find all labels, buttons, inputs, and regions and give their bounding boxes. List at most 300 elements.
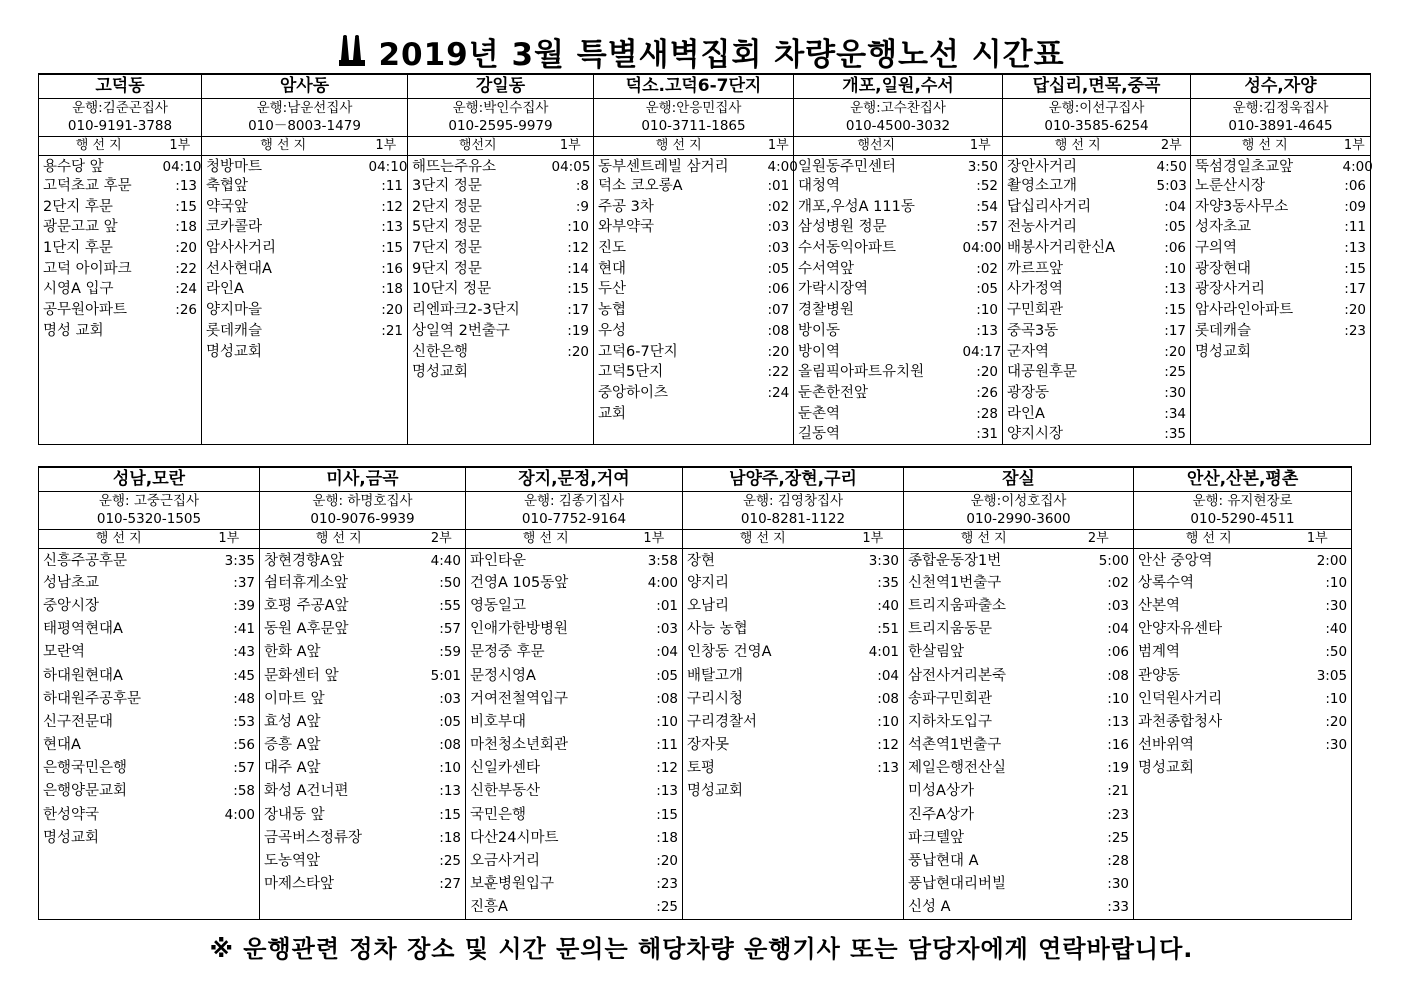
stop-time: 5:00 — [1064, 548, 1134, 571]
stop-time — [1339, 341, 1371, 362]
stop-time: :30 — [1153, 383, 1191, 404]
empty-cell — [1339, 424, 1371, 445]
stop-name: 5단지 정문 — [408, 217, 548, 238]
empty-cell — [199, 849, 260, 872]
stop-time: :28 — [959, 403, 1003, 424]
stop-time: 5:01 — [418, 664, 466, 687]
route-name: 고덕동 — [39, 74, 202, 98]
route-phone: 010-4500-3032 — [794, 117, 1003, 136]
stop-name: 화성 A건너편 — [260, 780, 418, 803]
stop-name: 농협 — [594, 300, 764, 321]
empty-cell — [1284, 896, 1352, 919]
empty-cell — [365, 362, 408, 383]
stop-name: 범계역 — [1134, 641, 1284, 664]
empty-cell — [1284, 826, 1352, 849]
stop-name: 신성 A — [904, 896, 1064, 919]
stop-time: :08 — [764, 321, 794, 342]
stop-name: 구리경찰서 — [683, 710, 843, 733]
stop-name: 신한부동산 — [466, 780, 626, 803]
stop-name: 길동역 — [794, 424, 959, 445]
empty-cell — [159, 424, 202, 445]
stop-name: 거여전철역입구 — [466, 687, 626, 710]
route-phone: 010-3711-1865 — [594, 117, 794, 136]
stop-time: :17 — [1153, 321, 1191, 342]
column-header-part: 1부 — [199, 529, 260, 548]
stop-time: :22 — [159, 258, 202, 279]
stop-name: 명성교회 — [1134, 757, 1284, 780]
empty-cell — [1134, 896, 1284, 919]
stop-time: :01 — [764, 176, 794, 197]
route-driver: 운행: 김영창집사 — [683, 491, 904, 510]
stop-name: 문화센터 앞 — [260, 664, 418, 687]
stop-name: 롯데캐슬 — [202, 321, 365, 342]
stop-time: :54 — [959, 196, 1003, 217]
stop-time: :15 — [1339, 258, 1371, 279]
stop-time: :03 — [418, 687, 466, 710]
stop-name: 동원 A후문앞 — [260, 618, 418, 641]
stop-time: :03 — [764, 238, 794, 259]
stop-time: :57 — [418, 618, 466, 641]
stop-name: 이마트 앞 — [260, 687, 418, 710]
stop-name: 토평 — [683, 757, 843, 780]
stop-name: 가락시장역 — [794, 279, 959, 300]
stop-time: :10 — [1284, 571, 1352, 594]
stop-time: 4:00 — [199, 803, 260, 826]
stop-name: 암사라인아파트 — [1191, 300, 1339, 321]
empty-cell — [365, 383, 408, 404]
route-driver: 운행:안응민집사 — [594, 98, 794, 117]
empty-cell — [260, 896, 418, 919]
stop-time: :55 — [418, 594, 466, 617]
stop-time: :23 — [626, 873, 683, 896]
stop-time: :39 — [199, 594, 260, 617]
empty-cell — [843, 849, 904, 872]
empty-cell — [683, 826, 843, 849]
stop-time: :27 — [418, 873, 466, 896]
stop-name: 장현 — [683, 548, 843, 571]
stop-time: :20 — [365, 300, 408, 321]
stop-time: :26 — [159, 300, 202, 321]
empty-cell — [199, 896, 260, 919]
stop-time: :24 — [764, 383, 794, 404]
empty-cell — [1284, 780, 1352, 803]
stop-name: 장자못 — [683, 734, 843, 757]
stop-time: :40 — [1284, 618, 1352, 641]
stop-name: 영동일고 — [466, 594, 626, 617]
stop-time: :16 — [365, 258, 408, 279]
route-phone: 010-8281-1122 — [683, 510, 904, 529]
stop-name: 하대원주공후문 — [39, 687, 199, 710]
empty-cell — [1339, 383, 1371, 404]
stop-name: 마천청소년회관 — [466, 734, 626, 757]
column-header-part: 1부 — [1339, 136, 1371, 155]
empty-cell — [1134, 780, 1284, 803]
stop-name: 리엔파크2-3단지 — [408, 300, 548, 321]
route-name: 성수,자양 — [1191, 74, 1371, 98]
stop-time: :12 — [365, 196, 408, 217]
stop-time: 04:05 — [548, 155, 594, 176]
column-header-part: 1부 — [843, 529, 904, 548]
route-name: 남양주,장현,구리 — [683, 467, 904, 491]
stop-time: :30 — [1284, 734, 1352, 757]
stop-time: :34 — [1153, 403, 1191, 424]
stop-time: :10 — [418, 757, 466, 780]
stop-name: 약국앞 — [202, 196, 365, 217]
stop-name: 구리시청 — [683, 687, 843, 710]
stop-name: 성남초교 — [39, 571, 199, 594]
route-driver: 운행:고수찬집사 — [794, 98, 1003, 117]
stop-name: 축협앞 — [202, 176, 365, 197]
stop-name: 7단지 정문 — [408, 238, 548, 259]
stop-time: :10 — [1153, 258, 1191, 279]
empty-cell — [39, 362, 159, 383]
column-header-stop: 행 선 지 — [1134, 529, 1284, 548]
stop-name: 방이동 — [794, 321, 959, 342]
stop-name: 3단지 정문 — [408, 176, 548, 197]
stop-name: 동부센트레빌 삼거리 — [594, 155, 764, 176]
empty-cell — [843, 826, 904, 849]
stop-time: 4:00 — [764, 155, 794, 176]
stop-time — [843, 780, 904, 803]
route-phone: 010-9076-9939 — [260, 510, 466, 529]
column-header-stop: 행 선 지 — [39, 529, 199, 548]
empty-cell — [365, 403, 408, 424]
column-header-stop: 행선지 — [794, 136, 959, 155]
stop-time: :24 — [159, 279, 202, 300]
stop-name: 종합운동장1번 — [904, 548, 1064, 571]
stop-time: :45 — [199, 664, 260, 687]
stop-time: :09 — [1339, 196, 1371, 217]
stop-time: :08 — [626, 687, 683, 710]
stop-time: 3:35 — [199, 548, 260, 571]
stop-name: 일원동주민센터 — [794, 155, 959, 176]
stop-time: :20 — [764, 341, 794, 362]
route-name: 강일동 — [408, 74, 594, 98]
stop-time: :10 — [843, 710, 904, 733]
stop-time: :10 — [548, 217, 594, 238]
stop-name: 파크텔앞 — [904, 826, 1064, 849]
stop-time: :03 — [764, 217, 794, 238]
route-phone: 010-7752-9164 — [466, 510, 683, 529]
stop-time: :13 — [365, 217, 408, 238]
stop-time: :10 — [1064, 687, 1134, 710]
stop-time: :33 — [1064, 896, 1134, 919]
stop-time: :19 — [548, 321, 594, 342]
stop-name: 진도 — [594, 238, 764, 259]
stop-time — [365, 341, 408, 362]
stop-time: :10 — [1284, 687, 1352, 710]
route-driver: 운행:이선구집사 — [1003, 98, 1191, 117]
stop-name: 구의역 — [1191, 238, 1339, 259]
stop-name: 국민은행 — [466, 803, 626, 826]
bottom-schedule-table — [38, 466, 1352, 920]
stop-time: :35 — [1153, 424, 1191, 445]
stop-time: :20 — [959, 362, 1003, 383]
stop-time: :35 — [843, 571, 904, 594]
stop-time: :17 — [548, 300, 594, 321]
stop-time: :23 — [1064, 803, 1134, 826]
stop-name: 청방마트 — [202, 155, 365, 176]
stop-time: :51 — [843, 618, 904, 641]
empty-cell — [683, 849, 843, 872]
stop-time: :30 — [1064, 873, 1134, 896]
empty-cell — [548, 383, 594, 404]
stop-time: :11 — [365, 176, 408, 197]
stop-time: :11 — [1339, 217, 1371, 238]
stop-name: 양지시장 — [1003, 424, 1153, 445]
stop-time: 3:30 — [843, 548, 904, 571]
column-header-stop: 행 선 지 — [260, 529, 418, 548]
stop-time: :21 — [1064, 780, 1134, 803]
stop-time: :13 — [418, 780, 466, 803]
stop-name: 산본역 — [1134, 594, 1284, 617]
stop-time: 2:00 — [1284, 548, 1352, 571]
empty-cell — [199, 873, 260, 896]
column-header-stop: 행 선 지 — [466, 529, 626, 548]
stop-name: 모란역 — [39, 641, 199, 664]
stop-name: 배탈고개 — [683, 664, 843, 687]
stop-name: 명성교회 — [408, 362, 548, 383]
route-driver: 운행:남운선집사 — [202, 98, 408, 117]
stop-time: :13 — [959, 321, 1003, 342]
route-driver: 운행: 김종기집사 — [466, 491, 683, 510]
stop-name: 방이역 — [794, 341, 959, 362]
route-name: 암사동 — [202, 74, 408, 98]
stop-name: 오남리 — [683, 594, 843, 617]
stop-time: :20 — [1153, 341, 1191, 362]
stop-name: 9단지 정문 — [408, 258, 548, 279]
stop-name: 한화 A앞 — [260, 641, 418, 664]
stop-name: 지하차도입구 — [904, 710, 1064, 733]
stop-time: :28 — [1064, 849, 1134, 872]
stop-name: 촬영소고개 — [1003, 176, 1153, 197]
stop-name: 중앙하이츠 — [594, 383, 764, 404]
stop-time: :13 — [843, 757, 904, 780]
empty-cell — [202, 424, 365, 445]
stop-name: 시영A 입구 — [39, 279, 159, 300]
stop-name: 신구전문대 — [39, 710, 199, 733]
stop-name: 뚝섬경일초교앞 — [1191, 155, 1339, 176]
stop-name: 광문고교 앞 — [39, 217, 159, 238]
stop-time: :19 — [1064, 757, 1134, 780]
stop-time — [159, 321, 202, 342]
stop-time: :16 — [1064, 734, 1134, 757]
empty-cell — [843, 803, 904, 826]
stop-time: :56 — [199, 734, 260, 757]
empty-cell — [202, 403, 365, 424]
column-header-stop: 행선지 — [408, 136, 548, 155]
stop-time: :04 — [626, 641, 683, 664]
stop-name: 현대A — [39, 734, 199, 757]
stop-time: :53 — [199, 710, 260, 733]
stop-name: 신한은행 — [408, 341, 548, 362]
stop-time: :17 — [1339, 279, 1371, 300]
stop-time: :57 — [199, 757, 260, 780]
stop-name: 금곡버스정류장 — [260, 826, 418, 849]
stop-time: :01 — [626, 594, 683, 617]
empty-cell — [39, 383, 159, 404]
empty-cell — [39, 896, 199, 919]
stop-time: 04:17 — [959, 341, 1003, 362]
stop-name: 안양자유센타 — [1134, 618, 1284, 641]
stop-name: 고덕 아이파크 — [39, 258, 159, 279]
column-header-part: 2부 — [1064, 529, 1134, 548]
stop-name: 명성교회 — [39, 826, 199, 849]
empty-cell — [764, 424, 794, 445]
stop-name: 대청역 — [794, 176, 959, 197]
stop-time — [548, 362, 594, 383]
stop-name: 선바위역 — [1134, 734, 1284, 757]
stop-name: 도농역앞 — [260, 849, 418, 872]
stop-time — [764, 403, 794, 424]
top-schedule-table — [38, 73, 1371, 445]
stop-name: 전농사거리 — [1003, 217, 1153, 238]
stop-name: 장내동 앞 — [260, 803, 418, 826]
stop-name: 사가정역 — [1003, 279, 1153, 300]
stop-name: 성자초교 — [1191, 217, 1339, 238]
route-name: 덕소.고덕6-7단지 — [594, 74, 794, 98]
stop-name: 풍납현대 A — [904, 849, 1064, 872]
stop-name: 중곡3동 — [1003, 321, 1153, 342]
stop-name: 1단지 후문 — [39, 238, 159, 259]
stop-name: 라인A — [1003, 403, 1153, 424]
stop-name: 우성 — [594, 321, 764, 342]
stop-time: :59 — [418, 641, 466, 664]
column-header-part: 1부 — [959, 136, 1003, 155]
empty-cell — [159, 362, 202, 383]
empty-cell — [683, 803, 843, 826]
stop-time: :57 — [959, 217, 1003, 238]
route-phone: 010－8003-1479 — [202, 117, 408, 136]
stop-time: :15 — [418, 803, 466, 826]
empty-cell — [1191, 403, 1339, 424]
stop-time: :30 — [1284, 594, 1352, 617]
stop-name: 명성교회 — [683, 780, 843, 803]
stop-name: 고덕6-7단지 — [594, 341, 764, 362]
stop-name: 명성 교회 — [39, 321, 159, 342]
column-header-stop: 행 선 지 — [1191, 136, 1339, 155]
stop-time: :02 — [959, 258, 1003, 279]
stop-time: :12 — [548, 238, 594, 259]
footer-notice: ※ 운행관련 정차 장소 및 시간 문의는 해당차량 운행기사 또는 담당자에게 연락바랍니다. — [209, 935, 1194, 963]
route-phone: 010-2990-3600 — [904, 510, 1134, 529]
stop-time: 3:05 — [1284, 664, 1352, 687]
stop-name: 한성약국 — [39, 803, 199, 826]
stop-time: :06 — [1339, 176, 1371, 197]
empty-cell — [408, 424, 548, 445]
stop-name: 광장사거리 — [1191, 279, 1339, 300]
route-phone: 010-3891-4645 — [1191, 117, 1371, 136]
stop-time: :04 — [843, 664, 904, 687]
route-phone: 010-3585-6254 — [1003, 117, 1191, 136]
stop-time: :18 — [626, 826, 683, 849]
stop-name: 자양3동사무소 — [1191, 196, 1339, 217]
stop-time: :22 — [764, 362, 794, 383]
stop-time: :18 — [365, 279, 408, 300]
stop-time: :15 — [626, 803, 683, 826]
empty-cell — [1339, 403, 1371, 424]
route-name: 개포,일원,수서 — [794, 74, 1003, 98]
empty-cell — [418, 896, 466, 919]
column-header-stop: 행 선 지 — [39, 136, 159, 155]
stop-time: :20 — [548, 341, 594, 362]
stop-name: 은행국민은행 — [39, 757, 199, 780]
stop-time: :06 — [1153, 238, 1191, 259]
stop-name: 수서동익아파트 — [794, 238, 959, 259]
stop-name: 인애가한방병원 — [466, 618, 626, 641]
stop-time: :25 — [1064, 826, 1134, 849]
stop-name: 대공원후문 — [1003, 362, 1153, 383]
column-header-part: 1부 — [1284, 529, 1352, 548]
route-name: 답십리,면목,중곡 — [1003, 74, 1191, 98]
stop-time: :48 — [199, 687, 260, 710]
stop-time: :8 — [548, 176, 594, 197]
route-name: 성남,모란 — [39, 467, 260, 491]
empty-cell — [683, 873, 843, 896]
stop-time: :9 — [548, 196, 594, 217]
empty-cell — [39, 341, 159, 362]
stop-name: 롯데캐슬 — [1191, 321, 1339, 342]
stop-name: 문정중 후문 — [466, 641, 626, 664]
stop-time: :08 — [843, 687, 904, 710]
stop-name: 삼성병원 정문 — [794, 217, 959, 238]
stop-name: 은행양문교회 — [39, 780, 199, 803]
stop-time: :23 — [1339, 321, 1371, 342]
empty-cell — [39, 873, 199, 896]
stop-name: 둔촌역 — [794, 403, 959, 424]
stop-name: 고덕5단지 — [594, 362, 764, 383]
empty-cell — [159, 341, 202, 362]
stop-time: :05 — [418, 710, 466, 733]
stop-time: 4:40 — [418, 548, 466, 571]
empty-cell — [548, 424, 594, 445]
column-header-part: 1부 — [548, 136, 594, 155]
stop-name: 파인타운 — [466, 548, 626, 571]
stop-time: :13 — [159, 176, 202, 197]
stop-name: 건영A 105동앞 — [466, 571, 626, 594]
stop-name: 인창동 건영A — [683, 641, 843, 664]
stop-time: :25 — [418, 849, 466, 872]
stop-name: 사능 농협 — [683, 618, 843, 641]
stop-time: :04 — [1153, 196, 1191, 217]
stop-time: :05 — [959, 279, 1003, 300]
stop-name: 광장현대 — [1191, 258, 1339, 279]
stop-name: 암사사거리 — [202, 238, 365, 259]
column-header-stop: 행 선 지 — [683, 529, 843, 548]
empty-cell — [365, 424, 408, 445]
stop-name: 비호부대 — [466, 710, 626, 733]
stop-name: 진주A상가 — [904, 803, 1064, 826]
stop-name: 효성 A앞 — [260, 710, 418, 733]
stop-time: :50 — [1284, 641, 1352, 664]
stop-name: 인덕원사거리 — [1134, 687, 1284, 710]
stop-name: 주공 3차 — [594, 196, 764, 217]
route-driver: 운행:이성호집사 — [904, 491, 1134, 510]
stop-name: 마제스타앞 — [260, 873, 418, 896]
column-header-stop: 행 선 지 — [202, 136, 365, 155]
column-header-part: 1부 — [159, 136, 202, 155]
stop-name: 신흥주공후문 — [39, 548, 199, 571]
route-driver: 운행: 하명호집사 — [260, 491, 466, 510]
stop-time: 4:01 — [843, 641, 904, 664]
stop-time: 3:58 — [626, 548, 683, 571]
stop-name: 상록수역 — [1134, 571, 1284, 594]
stop-time: :13 — [1339, 238, 1371, 259]
empty-cell — [1284, 803, 1352, 826]
stop-time: :21 — [365, 321, 408, 342]
stop-time: :05 — [626, 664, 683, 687]
stop-time: :43 — [199, 641, 260, 664]
